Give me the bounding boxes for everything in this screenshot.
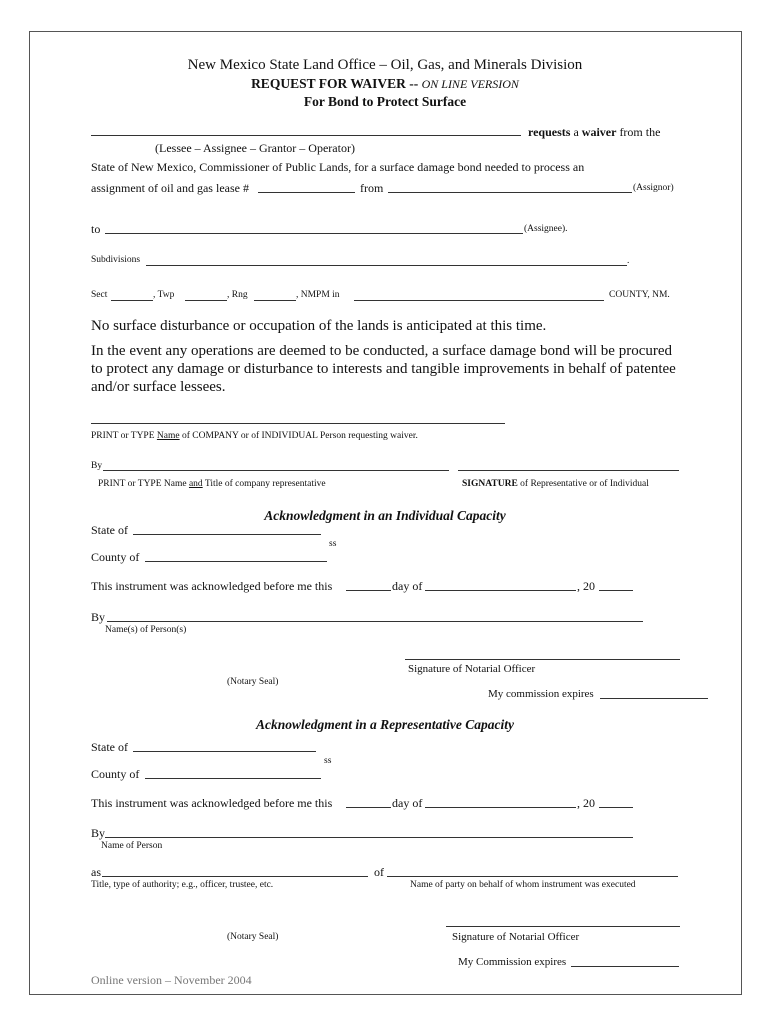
- rng-field[interactable]: [254, 300, 296, 301]
- rep-county-label: County of: [91, 767, 140, 781]
- header-title: [0, 77, 770, 91]
- ind-day-field[interactable]: [346, 590, 391, 591]
- rep-caption-a: PRINT or TYPE Name: [98, 479, 189, 489]
- county-label: COUNTY, NM.: [609, 290, 670, 300]
- rep-caption-b: Title of company representative: [202, 479, 326, 489]
- request-waiver: waiver: [581, 125, 617, 139]
- rep-commission-label: My Commission expires: [458, 956, 567, 968]
- sect-field[interactable]: [111, 300, 153, 301]
- nmpm-label: , NMPM in: [296, 290, 340, 300]
- assignee-field[interactable]: [105, 233, 523, 234]
- header-title-main: REQUEST FOR WAIVER --: [251, 76, 419, 91]
- from-label: from: [360, 181, 384, 195]
- company-name-field[interactable]: [91, 423, 505, 424]
- representative-name-field[interactable]: [103, 470, 449, 471]
- to-label: to: [91, 222, 101, 236]
- individual-ack-title: Acknowledgment in an Individual Capacity: [264, 508, 506, 523]
- lease-number-field[interactable]: [258, 192, 355, 193]
- request-requests: requests: [528, 125, 571, 139]
- assignee-label: (Assignee).: [524, 224, 568, 234]
- rep-year-label: , 20: [577, 796, 595, 810]
- company-caption-b: of COMPANY or of INDIVIDUAL Person requesting waiver.: [179, 431, 418, 441]
- rep-party-caption: Name of party on behalf of whom instrument was executed: [410, 880, 636, 890]
- header-title-version: ON LINE VERSION: [421, 77, 519, 91]
- twp-label: , Twp: [153, 290, 175, 300]
- representative-ack-title: Acknowledgment in a Representative Capacity: [256, 717, 514, 732]
- rep-person-field[interactable]: [105, 837, 633, 838]
- ind-day-of-label: day of: [392, 579, 423, 593]
- signature-caption-bold: SIGNATURE: [462, 479, 518, 489]
- ind-persons-caption: Name(s) of Person(s): [105, 625, 187, 635]
- ind-instrument-text: This instrument was acknowledged before me this: [91, 579, 333, 593]
- rep-day-field[interactable]: [346, 807, 391, 808]
- statement-bond-line3: and/or surface lessees.: [91, 379, 226, 395]
- rep-title-caption: Title, type of authority; e.g., officer, trustee, etc.: [91, 880, 274, 890]
- rep-notary-seal: (Notary Seal): [227, 932, 279, 942]
- statement-bond-line1: In the event any operations are deemed to be conducted, a surface damage bond will be procured: [91, 343, 673, 359]
- representative-signature-field[interactable]: [458, 470, 679, 471]
- rep-state-field[interactable]: [133, 751, 316, 752]
- statement-bond-line2: to protect any damage or disturbance to interests and tangible improvements in behalf of patentee: [91, 361, 676, 377]
- rep-day-of-label: day of: [392, 796, 423, 810]
- ind-commission-field[interactable]: [600, 698, 708, 699]
- header-agency: New Mexico State Land Office – Oil, Gas, and Minerals Division: [187, 57, 583, 73]
- subdivisions-label: Subdivisions: [91, 255, 141, 265]
- rep-person-caption: Name of Person: [101, 841, 163, 851]
- ind-month-field[interactable]: [425, 590, 576, 591]
- ind-commission-label: My commission expires: [488, 688, 594, 700]
- rep-instrument-text: This instrument was acknowledged before me this: [91, 796, 333, 810]
- rng-label: , Rng: [227, 290, 248, 300]
- rep-county-field[interactable]: [145, 778, 321, 779]
- request-from-the: from the: [619, 125, 661, 139]
- company-caption-name: Name: [156, 431, 180, 441]
- rep-of-label: of: [374, 865, 384, 879]
- rep-notarial-signature-caption: Signature of Notarial Officer: [452, 931, 580, 943]
- requester-name-field[interactable]: [91, 135, 521, 136]
- signature-caption: [462, 480, 649, 490]
- rep-caption-and: and: [188, 479, 203, 489]
- ind-county-label: County of: [91, 550, 140, 564]
- header-subtitle: For Bond to Protect Surface: [303, 94, 467, 109]
- ind-county-field[interactable]: [145, 561, 327, 562]
- signature-caption-rest: of Representative or of Individual: [517, 479, 649, 489]
- company-by-label: By: [91, 461, 103, 471]
- footer-version: Online version – November 2004: [91, 973, 252, 987]
- rep-year-field[interactable]: [599, 807, 633, 808]
- rep-ss: ss: [324, 756, 332, 766]
- twp-field[interactable]: [185, 300, 227, 301]
- assignor-label: (Assignor): [633, 183, 674, 193]
- ind-state-label: State of: [91, 523, 128, 537]
- ind-year-label: , 20: [577, 579, 595, 593]
- rep-notarial-signature-field[interactable]: [446, 926, 680, 927]
- ind-notarial-signature-field[interactable]: [405, 659, 680, 660]
- county-field[interactable]: [354, 300, 604, 301]
- ind-notary-seal: (Notary Seal): [227, 677, 279, 687]
- rep-state-label: State of: [91, 740, 128, 754]
- representative-caption: [98, 480, 326, 490]
- assignor-field[interactable]: [388, 192, 632, 193]
- ind-state-field[interactable]: [133, 534, 321, 535]
- subdivisions-end: .: [627, 256, 630, 266]
- company-name-caption: [91, 432, 418, 442]
- roles-caption: (Lessee – Assignee – Grantor – Operator): [155, 141, 355, 155]
- rep-title-field[interactable]: [102, 876, 368, 877]
- rep-commission-field[interactable]: [571, 966, 679, 967]
- statement-no-disturbance: No surface disturbance or occupation of the lands is anticipated at this time.: [91, 318, 547, 334]
- ind-ss: ss: [329, 539, 337, 549]
- ind-persons-field[interactable]: [107, 621, 643, 622]
- rep-month-field[interactable]: [425, 807, 576, 808]
- company-caption-a: PRINT or TYPE: [91, 431, 157, 441]
- request-a: a: [573, 125, 579, 139]
- subdivisions-field[interactable]: [146, 265, 627, 266]
- rep-as-label: as: [91, 865, 101, 879]
- ind-notarial-signature-caption: Signature of Notarial Officer: [408, 663, 536, 675]
- request-text: [528, 126, 660, 138]
- sect-label: Sect: [91, 290, 108, 300]
- assignment-label: assignment of oil and gas lease #: [91, 181, 249, 195]
- ind-year-field[interactable]: [599, 590, 633, 591]
- rep-by-label: By: [91, 826, 106, 840]
- rep-party-field[interactable]: [387, 876, 678, 877]
- ind-by-label: By: [91, 610, 106, 624]
- state-line: State of New Mexico, Commissioner of Public Lands, for a surface damage bond needed to process an: [91, 160, 585, 174]
